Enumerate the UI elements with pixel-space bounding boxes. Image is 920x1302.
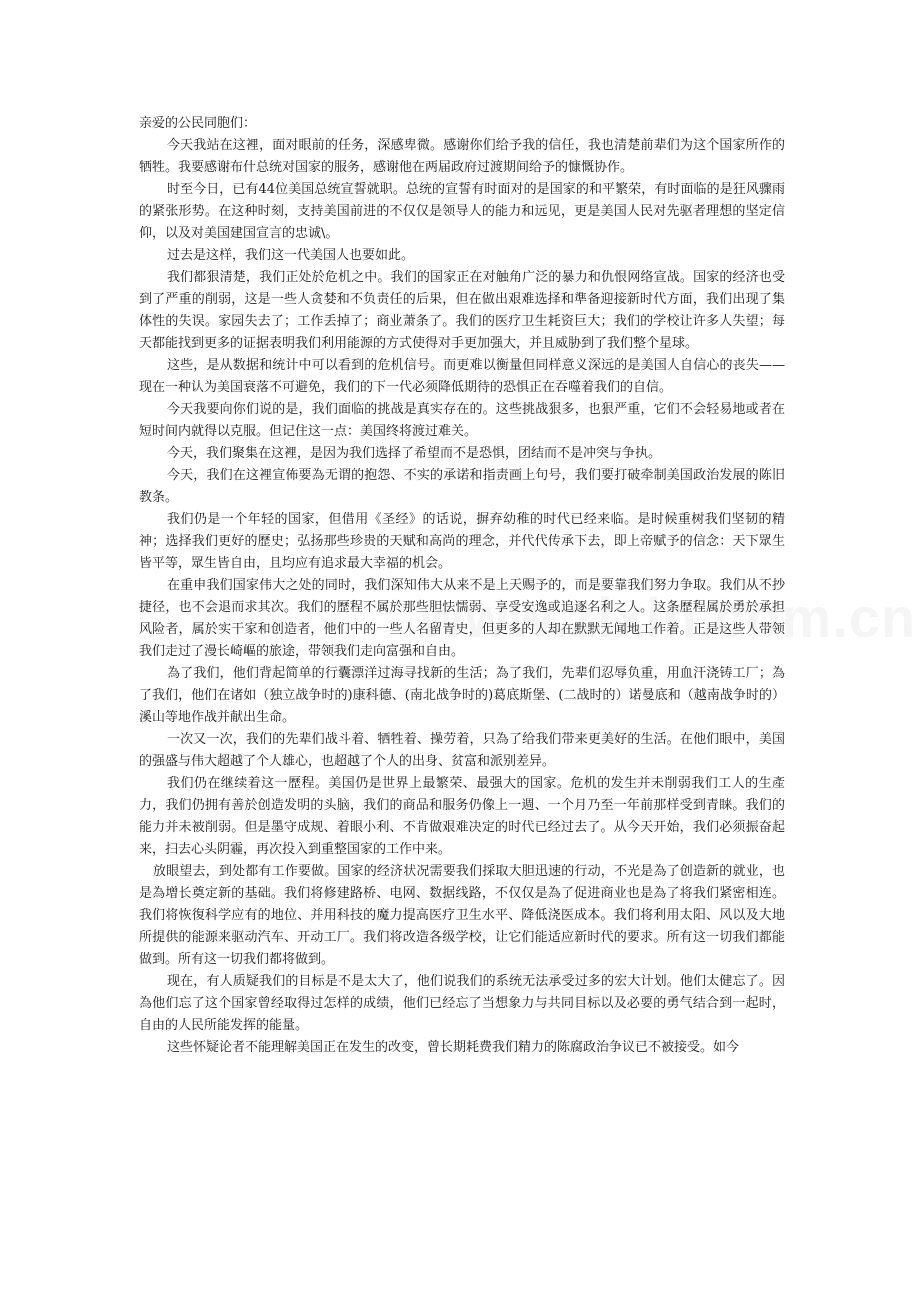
paragraph-12: 一次又一次，我们的先辈们战斗着、牺牲着、操劳着，只為了给我们带来更美好的生活。在他们眼中，美国的强盛与伟大超越了个人雄心，也超越了个人的出身、贫富和派别差异。 <box>139 732 785 769</box>
document-body <box>139 113 785 1059</box>
paragraph-6: 今天我要向你们说的是，我们面临的挑战是真实存在的。这些挑战狠多，也狠严重，它们不会轻易地或者在短时间内就得以克服。但记住这一点：美国终将渡过难关。 <box>139 402 785 439</box>
paragraph-15: 现在，有人质疑我们的目标是不是太大了，他们说我们的系统无法承受过多的宏大计划。他们太健忘了。因為他们忘了这个国家曾经取得过怎样的成绩，他们已经忘了当想象力与共同目标以及必要的勇气结合到一起时，自由的人民所能发挥的能量。 <box>139 974 785 1033</box>
paragraph-3: 过去是这样，我们这一代美国人也要如此。 <box>167 248 415 263</box>
paragraph-5: 这些，是从数据和统计中可以看到的危机信号。而更难以衡量但同样意义深远的是美国人自信心的丧失——现在一种认为美国衰落不可避免，我们的下一代必须降低期待的恐惧正在吞噬着我们的自信。 <box>139 358 785 395</box>
paragraph-14: 放眼望去，到处都有工作要做。国家的经济状况需要我们採取大胆迅速的行动，不光是為了创造新的就业，也是為增长奠定新的基础。我们将修建路桥、电网、数据线路，不仅仅是為了促进商业也是為了将我们紧密相连。我们将恢復科学应有的地位、并用科技的魔力提高医疗卫生水平、降低浇医成本。我们将利用太阳、风以及大地所提供的能源来驱动汽车、开动工厂。我们将改造各级学校，让它们能适应新时代的要求。所有这一切我们都能做到。所有这一切我们都将做到。 <box>139 864 785 967</box>
paragraph-4: 我们都狠清楚，我们正处於危机之中。我们的国家正在对触角广泛的暴力和仇恨网络宣战。国家的经济也受到了严重的削弱，这是一些人贪婪和不负责任的后果，但在做出艰难选择和準备迎接新时代方面，我们出现了集体性的失误。家园失去了；工作丢掉了；商业萧条了。我们的医疗卫生耗资巨大；我们的学校让许多人失望；每天都能找到更多的证据表明我们利用能源的方式使得对手更加强大，并且威胁到了我们整个星球。 <box>139 270 785 351</box>
paragraph-2: 时至今日，已有44位美国总统宣誓就职。总统的宣誓有时面对的是国家的和平繁荣，有时面临的是狂风骤雨的紧张形势。在这种时刻，支持美国前进的不仅仅是领导人的能力和远见，更是美国人民对先驱者理想的坚定信仰，以及对美国建国宣言的忠诚\。 <box>139 182 785 241</box>
paragraph-11: 為了我们，他们背起简单的行囊漂洋过海寻找新的生活；為了我们，先辈们忍辱负重，用血汗浇铸工厂；為了我们，他们在诸如（独立战争时的)康科德、(南北战争时的)葛底斯堡、(二战时的）诺曼底和（越南战争时的）溪山等地作战并献出生命。 <box>139 666 785 725</box>
greeting-line: 亲爱的公民同胞们： <box>139 116 257 131</box>
paragraph-7: 今天，我们聚集在这裡，是因为我们选择了希望而不是恐惧，团结而不是冲突与争执。 <box>167 446 662 461</box>
paragraph-9: 我们仍是一个年轻的国家，但借用《圣经》的话说，摒弃幼稚的时代已经来临。是时候重树我们坚韧的精神；选择我们更好的歷史；弘扬那些珍贵的天赋和高尚的理念，并代代传承下去，即上帝赋予的信念：天下眾生皆平等，眾生皆自由，且均应有追求最大幸福的机会。 <box>139 512 785 571</box>
paragraph-8: 今天，我们在这裡宣佈要為无谓的抱怨、不实的承诺和指责画上句号，我们要打破牵制美国政治发展的陈旧教条。 <box>139 468 785 505</box>
paragraph-13: 我们仍在继续着这一歷程。美国仍是世界上最繁荣、最强大的国家。危机的发生并未削弱我们工人的生產力，我们仍拥有善於创造发明的头脑，我们的商品和服务仍像上一週、一个月乃至一年前那样受到青睐。我们的能力并未被削弱。但是墨守成规、着眼小利、不肯做艰难决定的时代已经过去了。从今天开始，我们必须振奋起来，扫去心头阴霾，再次投入到重整国家的工作中来。 <box>139 776 785 857</box>
paragraph-1: 今天我站在这裡，面对眼前的任务，深感卑微。感谢你们给予我的信任，我也清楚前辈们为这个国家所作的牺牲。我要感谢布什总统对国家的服务，感谢他在两届政府过渡期间给予的慷慨协作。 <box>139 138 785 175</box>
paragraph-10: 在重申我们国家伟大之处的同时，我们深知伟大从来不是上天赐予的，而是要靠我们努力争取。我们从不抄捷径，也不会退而求其次。我们的歷程不属於那些胆怯懦弱、享受安逸或追逐名利之人。这条歷程属於勇於承担风险者，属於实干家和创造者，他们中的一些人名留青史，但更多的人却在默默无闻地工作着。正是这些人带领我们走过了漫长崎嶇的旅途，带领我们走向富强和自由。 <box>139 578 785 659</box>
paragraph-16: 这些怀疑论者不能理解美国正在发生的改变，曾长期耗费我们精力的陈腐政治争议已不被接受。如今 <box>167 1040 740 1055</box>
